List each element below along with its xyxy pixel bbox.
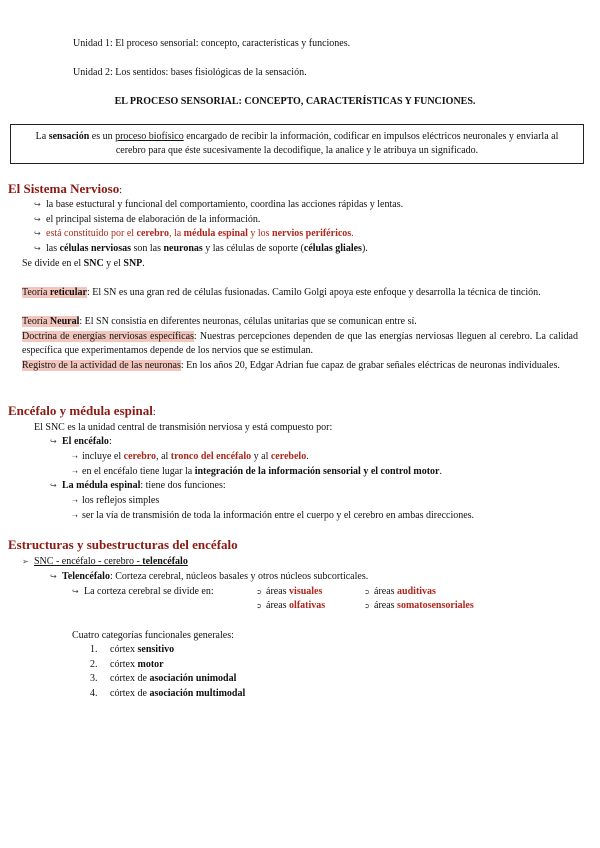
ring-arrow-icon: ➲	[364, 602, 370, 610]
unit-1: Unidad 1: El proceso sensorial: concepto, características y funciones.	[73, 38, 351, 49]
sn-bullet-4: ↪ las células nerviosas son las neuronas y las células de soporte (células gliales).	[34, 243, 368, 254]
encefalo-item: ↪ El encéfalo:	[50, 436, 112, 447]
sn-division: Se divide en el SNC y el SNP.	[22, 258, 145, 269]
categoria-4: 4. córtex de asociación multimodal	[90, 688, 246, 699]
arrow-icon: ↪	[72, 587, 79, 596]
area-olfativas: ➲ áreas olfativas	[256, 600, 326, 611]
definition-text: La sensación es un proceso biofísico encargado de recibir la información, codificar en impulsos eléctricos neuronales y enviarla al cerebro para que éste sucesivamente la decodifique, la analice y le atribuya un significado.	[35, 131, 559, 156]
unit-2: Unidad 2: Los sentidos: bases fisiológicas de la sensación.	[73, 67, 307, 78]
theory-reticular: Teoría reticular: El SN es una gran red de células fusionadas. Camilo Golgi apoya este enfoque y desarrolla la técnica de tinción.	[22, 287, 541, 298]
theory-registro-label: Registro de la actividad de las neuronas	[22, 360, 181, 371]
sn-bullet-2: ↪ el principal sistema de elaboración de la información.	[34, 214, 261, 225]
section-heading-estructuras: Estructuras y subestructuras del encéfalo	[8, 537, 238, 552]
encefalo-sub-1: ➝ incluye el cerebro, al tronco del encéfalo y al cerebelo.	[72, 451, 309, 462]
ring-arrow-icon: ➲	[364, 588, 370, 596]
categoria-3: 3. córtex de asociación unimodal	[90, 673, 237, 684]
section-heading-sn: El Sistema Nervioso:	[8, 181, 122, 196]
arrow-icon: ↪	[34, 200, 41, 209]
categoria-1: 1. córtex sensitivo	[90, 644, 175, 655]
area-auditivas: ➲ áreas auditivas	[364, 586, 436, 597]
theory-energias: Doctrina de energías nerviosas específicas: Nuestras percepciones dependen de que las energías nerviosas lleguen al cerebro. La calidad específica que experimentamos depende de los nervios que se estimulan.	[22, 331, 578, 356]
sn-bullet-3: ↪ está constituido por el cerebro, la médula espinal y los nervios periféricos.	[34, 228, 354, 239]
corteza-division: ↪ La corteza cerebral se divide en:	[72, 586, 214, 597]
theory-neural: Teoría Neural: El SN consistía en diferentes neuronas, células unitarias que se comunican entre sí.	[22, 316, 417, 327]
telencefalo-item: ↪ Telencéfalo: Corteza cerebral, núcleos basales y otros núcleos subcorticales.	[50, 571, 369, 582]
theory-reticular-label: Teoría reticular	[22, 287, 87, 298]
categoria-2: 2. córtex motor	[90, 659, 164, 670]
snc-intro: El SNC es la unidad central de transmisión nerviosa y está compuesto por:	[34, 422, 333, 433]
theory-energias-label: Doctrina de energías nerviosas específicas	[22, 331, 194, 342]
small-arrow-icon: ➝	[72, 512, 78, 520]
arrow-icon: ↪	[50, 572, 57, 581]
medula-sub-2: ➝ ser la vía de transmisión de toda la información entre el cuerpo y el cerebro en ambas direcciones.	[72, 510, 475, 521]
term-proceso: proceso biofísico	[115, 131, 184, 142]
ring-arrow-icon: ➲	[256, 602, 262, 610]
arrow-icon: ↪	[34, 229, 41, 238]
small-arrow-icon: ➝	[72, 453, 78, 461]
ring-arrow-icon: ➲	[256, 588, 262, 596]
theory-neural-label: Teoría Neural	[22, 316, 80, 327]
arrow-icon: ↪	[50, 481, 57, 490]
sn-bullet-1: ↪ la base estuctural y funcional del comportamiento, coordina las acciones rápidas y lentas.	[34, 199, 404, 210]
encefalo-sub-2: ➝ en el encéfalo tiene lugar la integración de la información sensorial y el control motor.	[72, 466, 442, 477]
area-somatosensoriales: ➲ áreas somatosensoriales	[364, 600, 474, 611]
theory-registro: Registro de la actividad de las neuronas: En los años 20, Edgar Adrian fue capaz de grabar señales eléctricas de neuronas individuales.	[22, 360, 560, 371]
categorias-intro: Cuatro categorías funcionales generales:	[72, 630, 234, 641]
term-sensacion: sensación	[48, 131, 90, 142]
definition-box	[10, 124, 584, 164]
pointer-icon: ➢	[22, 557, 29, 566]
doc-title: EL PROCESO SENSORIAL: CONCEPTO, CARACTERÍSTICAS Y FUNCIONES.	[114, 96, 476, 107]
medula-item: ↪ La médula espinal: tiene dos funciones:	[50, 480, 226, 491]
medula-sub-1: ➝ los reflejos simples	[72, 495, 160, 506]
arrow-icon: ↪	[34, 215, 41, 224]
small-arrow-icon: ➝	[72, 497, 78, 505]
snc-chain: ➢ SNC - encéfalo - cerebro - telencéfalo	[22, 556, 188, 567]
section-heading-encefalo: Encéfalo y médula espinal:	[8, 403, 156, 418]
arrow-icon: ↪	[50, 437, 57, 446]
arrow-icon: ↪	[34, 244, 41, 253]
small-arrow-icon: ➝	[72, 468, 78, 476]
area-visuales: ➲ áreas visuales	[256, 586, 323, 597]
